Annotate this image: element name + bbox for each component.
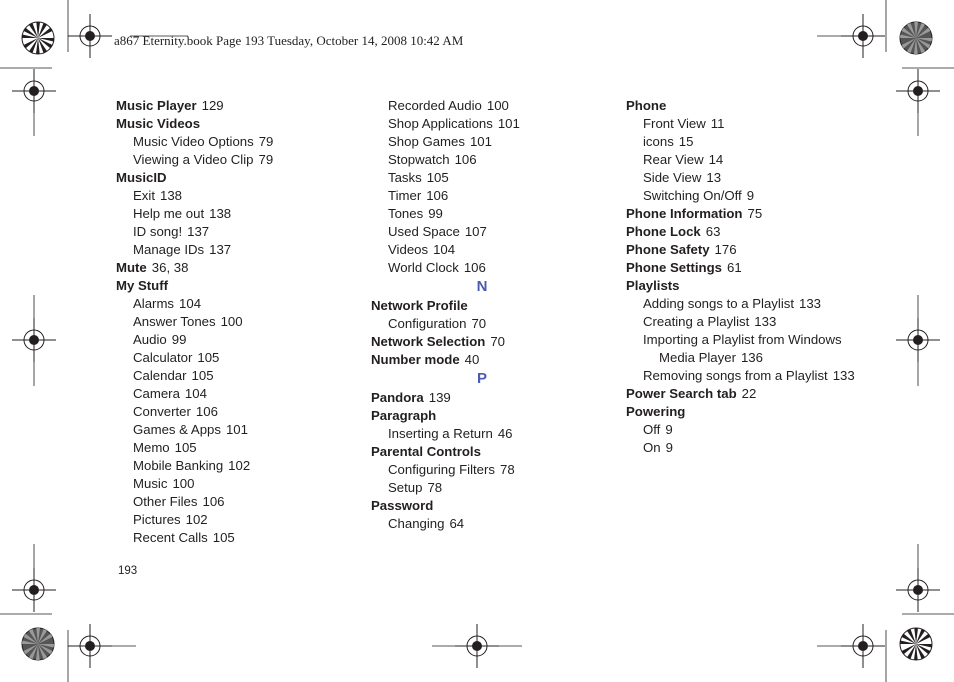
index-page-ref[interactable]: 137 xyxy=(187,224,210,239)
index-page-ref[interactable]: 9 xyxy=(746,188,755,203)
index-subentry xyxy=(371,259,601,277)
index-term: Viewing a Video Clip xyxy=(133,152,254,167)
index-term: Camera xyxy=(133,386,180,401)
index-subentry xyxy=(371,169,601,187)
index-term: Calculator xyxy=(133,350,193,365)
index-entry xyxy=(626,205,856,223)
registration-mark-icon xyxy=(12,568,56,612)
index-entry xyxy=(371,297,601,315)
index-subentry xyxy=(371,115,601,133)
index-page-ref[interactable]: 104 xyxy=(184,386,207,401)
index-term: Powering xyxy=(626,404,686,419)
index-subentry xyxy=(626,421,856,439)
index-subentry xyxy=(116,295,346,313)
index-term: Number mode xyxy=(371,352,460,367)
index-page-ref[interactable]: 104 xyxy=(433,242,456,257)
index-subentry xyxy=(116,493,346,511)
index-subentry xyxy=(371,479,601,497)
index-term: My Stuff xyxy=(116,278,169,293)
index-entry xyxy=(371,333,601,351)
index-term: Switching On/Off xyxy=(643,188,742,203)
index-term: Tones xyxy=(388,206,424,221)
starburst-target-icon xyxy=(900,628,932,660)
index-subentry xyxy=(116,205,346,223)
index-term: Phone Lock xyxy=(626,224,701,239)
index-page-ref[interactable]: 100 xyxy=(220,314,243,329)
index-column-1 xyxy=(116,97,346,547)
registration-mark-icon xyxy=(896,568,940,612)
index-term: Used Space xyxy=(388,224,460,239)
index-subentry xyxy=(626,169,856,187)
index-term: Stopwatch xyxy=(388,152,450,167)
section-letter-heading: N xyxy=(476,278,488,295)
index-subentry xyxy=(116,313,346,331)
index-subentry xyxy=(371,461,601,479)
index-term: Password xyxy=(371,498,434,513)
index-page-ref[interactable]: 13 xyxy=(706,170,722,185)
index-subentry xyxy=(116,421,346,439)
index-term: Importing a Playlist from Windows xyxy=(643,332,842,347)
index-term: Phone xyxy=(626,98,667,113)
index-page-ref[interactable]: 100 xyxy=(486,98,509,113)
index-entry xyxy=(371,389,601,407)
index-subentry xyxy=(626,133,856,151)
index-page-ref[interactable]: 101 xyxy=(497,116,520,131)
index-subentry xyxy=(371,315,601,333)
index-subentry xyxy=(371,151,601,169)
index-term: Playlists xyxy=(626,278,680,293)
index-subentry xyxy=(626,439,856,457)
index-entry xyxy=(626,259,856,277)
index-page-ref[interactable]: 79 xyxy=(258,134,274,149)
index-page-ref[interactable]: 46 xyxy=(497,426,513,441)
index-page-ref[interactable]: 63 xyxy=(705,224,721,239)
registration-mark-icon xyxy=(68,624,112,668)
index-term: Off xyxy=(643,422,661,437)
index-page-ref[interactable]: 100 xyxy=(172,476,195,491)
index-term: Removing songs from a Playlist xyxy=(643,368,828,383)
index-term: MusicID xyxy=(116,170,167,185)
index-subentry xyxy=(626,367,856,385)
index-term: World Clock xyxy=(388,260,459,275)
registration-mark-icon xyxy=(12,69,56,113)
index-page-ref[interactable]: 14 xyxy=(708,152,724,167)
index-term: ID song! xyxy=(133,224,183,239)
index-page-ref[interactable]: 9 xyxy=(665,422,673,437)
index-page-ref[interactable]: 9 xyxy=(665,440,673,455)
index-term: Paragraph xyxy=(371,408,437,423)
index-page-ref[interactable]: 136 xyxy=(740,350,763,365)
index-subentry xyxy=(116,151,346,169)
index-term: Power Search tab xyxy=(626,386,737,401)
index-entry xyxy=(371,497,601,515)
index-term: Pictures xyxy=(133,512,181,527)
index-term: Parental Controls xyxy=(371,444,481,459)
index-term: Shop Applications xyxy=(388,116,493,131)
index-term: icons xyxy=(643,134,674,149)
index-subentry xyxy=(116,385,346,403)
header-slug: a867 Eternity.book Page 193 Tuesday, October 14, 2008 10:42 AM xyxy=(114,33,464,48)
index-page-ref[interactable]: 75 xyxy=(747,206,763,221)
index-term: Games & Apps xyxy=(133,422,221,437)
starburst-target-icon xyxy=(900,22,932,54)
index-column-3 xyxy=(626,97,856,457)
index-term: Shop Games xyxy=(388,134,465,149)
index-term: Configuring Filters xyxy=(388,462,496,477)
registration-mark-icon xyxy=(841,624,885,668)
index-entry xyxy=(116,259,346,277)
index-entry xyxy=(116,169,346,187)
index-subentry xyxy=(116,475,346,493)
index-term: Creating a Playlist xyxy=(643,314,750,329)
index-page-ref[interactable]: 102 xyxy=(228,458,251,473)
index-term: Phone Safety xyxy=(626,242,710,257)
index-term: Pandora xyxy=(371,390,424,405)
index-term: Music Video Options xyxy=(133,134,254,149)
index-term: Other Files xyxy=(133,494,198,509)
starburst-target-icon xyxy=(22,628,54,660)
index-page-ref[interactable]: 99 xyxy=(428,206,443,221)
index-page-ref[interactable]: 64 xyxy=(449,516,465,531)
registration-mark-icon xyxy=(455,624,499,668)
index-term: Help me out xyxy=(133,206,205,221)
index-term: Manage IDs xyxy=(133,242,205,257)
index-subentry xyxy=(371,515,601,533)
index-term: Videos xyxy=(388,242,429,257)
index-page-ref[interactable]: 102 xyxy=(185,512,208,527)
page-number: 193 xyxy=(118,565,138,577)
index-term: Front View xyxy=(643,116,706,131)
index-term: Converter xyxy=(133,404,191,419)
index-term: Music Videos xyxy=(116,116,201,131)
index-subentry xyxy=(116,367,346,385)
index-entry xyxy=(371,407,601,425)
index-entry xyxy=(626,277,856,295)
index-subentry xyxy=(371,425,601,443)
index-page-ref[interactable]: 107 xyxy=(464,224,487,239)
index-subentry xyxy=(371,97,601,115)
index-subentry xyxy=(371,223,601,241)
index-page-ref[interactable]: 22 xyxy=(741,386,757,401)
index-entry xyxy=(626,385,856,403)
index-page-ref[interactable]: 15 xyxy=(678,134,694,149)
index-term: Network Profile xyxy=(371,298,468,313)
index-page-ref[interactable]: 133 xyxy=(832,368,855,383)
index-page-ref[interactable]: 106 xyxy=(202,494,225,509)
index-page-ref[interactable]: 129 xyxy=(201,98,224,113)
index-term: Recorded Audio xyxy=(388,98,482,113)
index-subentry xyxy=(116,457,346,475)
index-term: Recent Calls xyxy=(133,530,208,545)
index-term: Audio xyxy=(133,332,167,347)
index-entry xyxy=(371,443,601,461)
index-subentry xyxy=(371,187,601,205)
index-subentry xyxy=(626,187,856,205)
registration-mark-icon xyxy=(896,69,940,113)
index-entry xyxy=(626,403,856,421)
index-page-ref[interactable]: 133 xyxy=(799,296,822,311)
index-subentry xyxy=(116,349,346,367)
index-page-ref[interactable]: 138 xyxy=(159,188,182,203)
registration-mark-icon xyxy=(896,318,940,362)
index-subentry xyxy=(116,529,346,547)
index-subentry xyxy=(371,205,601,223)
index-page-ref[interactable]: 70 xyxy=(471,316,487,331)
index-page-ref[interactable]: 104 xyxy=(179,296,202,311)
registration-mark-icon xyxy=(841,14,885,58)
index-page-ref[interactable]: 176 xyxy=(714,242,737,257)
section-letter-heading: P xyxy=(476,370,487,387)
index-page-ref[interactable]: 11 xyxy=(710,116,725,131)
index-term: Exit xyxy=(133,188,155,203)
index-term: Rear View xyxy=(643,152,704,167)
index-subentry xyxy=(116,133,346,151)
index-subentry xyxy=(116,331,346,349)
index-term: Network Selection xyxy=(371,334,486,349)
index-page-ref[interactable]: 101 xyxy=(469,134,492,149)
index-term: Tasks xyxy=(388,170,422,185)
index-term: Alarms xyxy=(133,296,175,311)
index-page-ref[interactable]: 133 xyxy=(754,314,777,329)
index-entry xyxy=(626,97,856,115)
index-page-ref[interactable]: 138 xyxy=(209,206,232,221)
index-subentry xyxy=(371,133,601,151)
index-page-ref[interactable]: 70 xyxy=(490,334,505,349)
index-subentry xyxy=(626,295,856,313)
index-page-ref[interactable]: 105 xyxy=(191,368,214,383)
index-page-ref[interactable]: 137 xyxy=(209,242,232,257)
index-page-ref[interactable]: 79 xyxy=(258,152,274,167)
index-page-ref[interactable]: 40 xyxy=(464,352,480,367)
index-term: Answer Tones xyxy=(133,314,216,329)
index-page-ref[interactable]: 106 xyxy=(426,188,449,203)
registration-mark-icon xyxy=(68,14,112,58)
registration-mark-icon xyxy=(12,318,56,362)
index-term: Timer xyxy=(388,188,422,203)
index-page-ref[interactable]: 105 xyxy=(212,530,235,545)
starburst-target-icon xyxy=(22,22,54,54)
index-entry xyxy=(116,115,346,133)
index-subentry xyxy=(626,151,856,169)
index-term: Mobile Banking xyxy=(133,458,224,473)
index-term: Memo xyxy=(133,440,170,455)
index-entry xyxy=(116,277,346,295)
index-term: Setup xyxy=(388,480,423,495)
index-term: Music xyxy=(133,476,168,491)
index-page-ref[interactable]: 105 xyxy=(426,170,449,185)
index-page-ref[interactable]: 99 xyxy=(171,332,187,347)
index-entry xyxy=(626,223,856,241)
index-subentry xyxy=(626,115,856,133)
index-entry xyxy=(626,241,856,259)
index-subentry xyxy=(116,187,346,205)
index-page-ref[interactable]: 36, 38 xyxy=(151,260,189,275)
index-subentry xyxy=(116,241,346,259)
index-term: Changing xyxy=(388,516,445,531)
index-subentry xyxy=(116,223,346,241)
index-page-ref[interactable]: 105 xyxy=(197,350,220,365)
index-term: Configuration xyxy=(388,316,467,331)
index-subentry xyxy=(116,511,346,529)
index-page-ref[interactable]: 105 xyxy=(174,440,197,455)
index-subentry xyxy=(116,403,346,421)
index-term: Inserting a Return xyxy=(388,426,493,441)
index-entry xyxy=(116,97,346,115)
index-subentry xyxy=(626,313,856,331)
index-term: On xyxy=(643,440,661,455)
index-subentry xyxy=(626,331,856,349)
index-term: Phone Information xyxy=(626,206,743,221)
index-term: Phone Settings xyxy=(626,260,722,275)
index-subentry xyxy=(116,439,346,457)
index-page-ref[interactable]: 101 xyxy=(225,422,248,437)
index-term: Calendar xyxy=(133,368,187,383)
index-term: Mute xyxy=(116,260,147,275)
index-subentry xyxy=(626,349,856,367)
index-page-ref[interactable]: 106 xyxy=(454,152,477,167)
index-page-ref[interactable]: 78 xyxy=(500,462,515,477)
index-term: Side View xyxy=(643,170,702,185)
index-term: Media Player xyxy=(659,350,736,365)
index-page-ref[interactable]: 61 xyxy=(726,260,742,275)
index-page-ref[interactable]: 78 xyxy=(427,480,443,495)
index-term: Music Player xyxy=(116,98,197,113)
index-entry xyxy=(371,351,601,369)
index-term: Adding songs to a Playlist xyxy=(643,296,795,311)
index-page-ref[interactable]: 106 xyxy=(463,260,486,275)
index-column-2 xyxy=(371,97,601,533)
index-page-ref[interactable]: 106 xyxy=(195,404,218,419)
index-subentry xyxy=(371,241,601,259)
index-page-ref[interactable]: 139 xyxy=(428,390,451,405)
